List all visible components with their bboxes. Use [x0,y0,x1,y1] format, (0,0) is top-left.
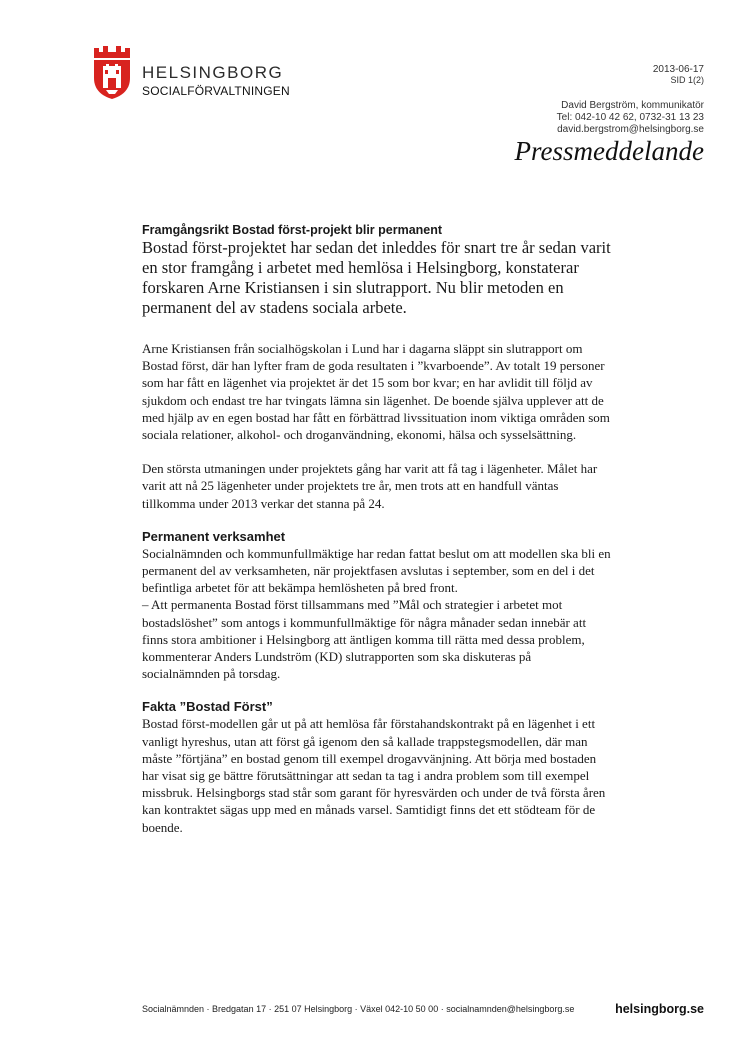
footer-address: Socialnämnden · Bredgatan 17 · 251 07 Helsingborg · Växel 042-10 50 00 · socialnamnden@helsingborg.se [142,1004,575,1014]
article-paragraph-3: Socialnämnden och kommunfullmäktige har redan fattat beslut om att modellen ska bli en permanent del av verksamheten, när projektfasen avslutas i september, som en del i det befintliga arbetet för att bekämpa hemlösheten på bred front. [142,545,611,596]
page-number: SID 1(2) [670,75,704,85]
contact-email[interactable]: david.bergstrom@helsingborg.se [557,124,704,135]
article-paragraph-2: Den största utmaningen under projektets gång har varit att få tag i lägenheter. Målet har varit att nå 25 lägenheter under projektets tre år, men trots att en handfull väntas tillkomma under 2013 verkar det stanna på 24. [142,461,598,511]
article-headline: Framgångsrikt Bostad först-projekt blir permanent [142,223,443,237]
document-date: 2013-06-17 [652,64,704,75]
article-paragraph-1: Arne Kristiansen från socialhögskolan i Lund har i dagarna släppt sin slutrapport om Bostad först, där han lyfter fram de goda resultaten i ”kvarboende”. Av totalt 19 personer som har fått en lägenhet via projektet är det 15 som bor kvar; en har avlidit till följd av sjukdom och endast tre har tvingats lämna sin lägenhet. De boende själva upplever att de med hjälp av en egen bostad har fått en förbättrad livssituation inom viktiga områden som sociala relationer, alkohol- och droganvändning, ekonomi, hälsa och sysselsättning. [142,341,610,443]
section-heading-permanent: Permanent verksamhet [142,528,286,544]
department-name: SOCIALFÖRVALTNINGEN [142,84,290,98]
contact-phone: Tel: 042-10 42 62, 0732-31 13 23 [556,112,704,123]
article-lead: Bostad först-projektet har sedan det inleddes för snart tre år sedan varit en stor framgång i arbetet med hemlösa i Helsingborg, konstaterar forskaren Arne Kristiansen i sin slutrapport. Nu blir metoden en permanent del av stadens sociala arbete. [142,238,611,317]
contact-name: David Bergström, kommunikatör [561,100,704,111]
helsingborg-crest-logo [92,44,132,100]
article-paragraph-4: – Att permanenta Bostad först tillsammans med ”Mål och strategier i arbetet mot bostadslöshet” som antogs i kommunfullmäktige för några månader sedan innebär att finns stora ambitioner i Helsingborg att äntligen komma till rätta med dessa problem, kommenterar Anders Lundström (KD) slutrapporten som ska diskuteras på socialnämnden på torsdag. [142,597,587,682]
footer-website-link[interactable]: helsingborg.se [615,1002,704,1016]
org-name: HELSINGBORG [142,63,284,82]
article-paragraph-5: Bostad först-modellen går ut på att hemlösa får förstahandskontrakt på en lägenhet i ett vanligt hyreshus, utan att först gå igenom den så kallade trappstegsmodellen, där man måste ”förtjäna” en bostad genom till exempel drogavvänjning. Att börja med bostaden har visat sig ge bättre förutsättningar att sedan ta tag i andra problem som till exempel missbruk. Helsingborgs stad står som garant för hyresvärden och under de två första åren kan kontraktet sägas upp med en månads varsel. Samtidigt finns det ett stödteam för de boende. [142,716,606,835]
document-type-title: Pressmeddelande [514,136,704,166]
article-body [142,222,612,853]
section-heading-fakta: Fakta ”Bostad Först” [142,699,273,715]
